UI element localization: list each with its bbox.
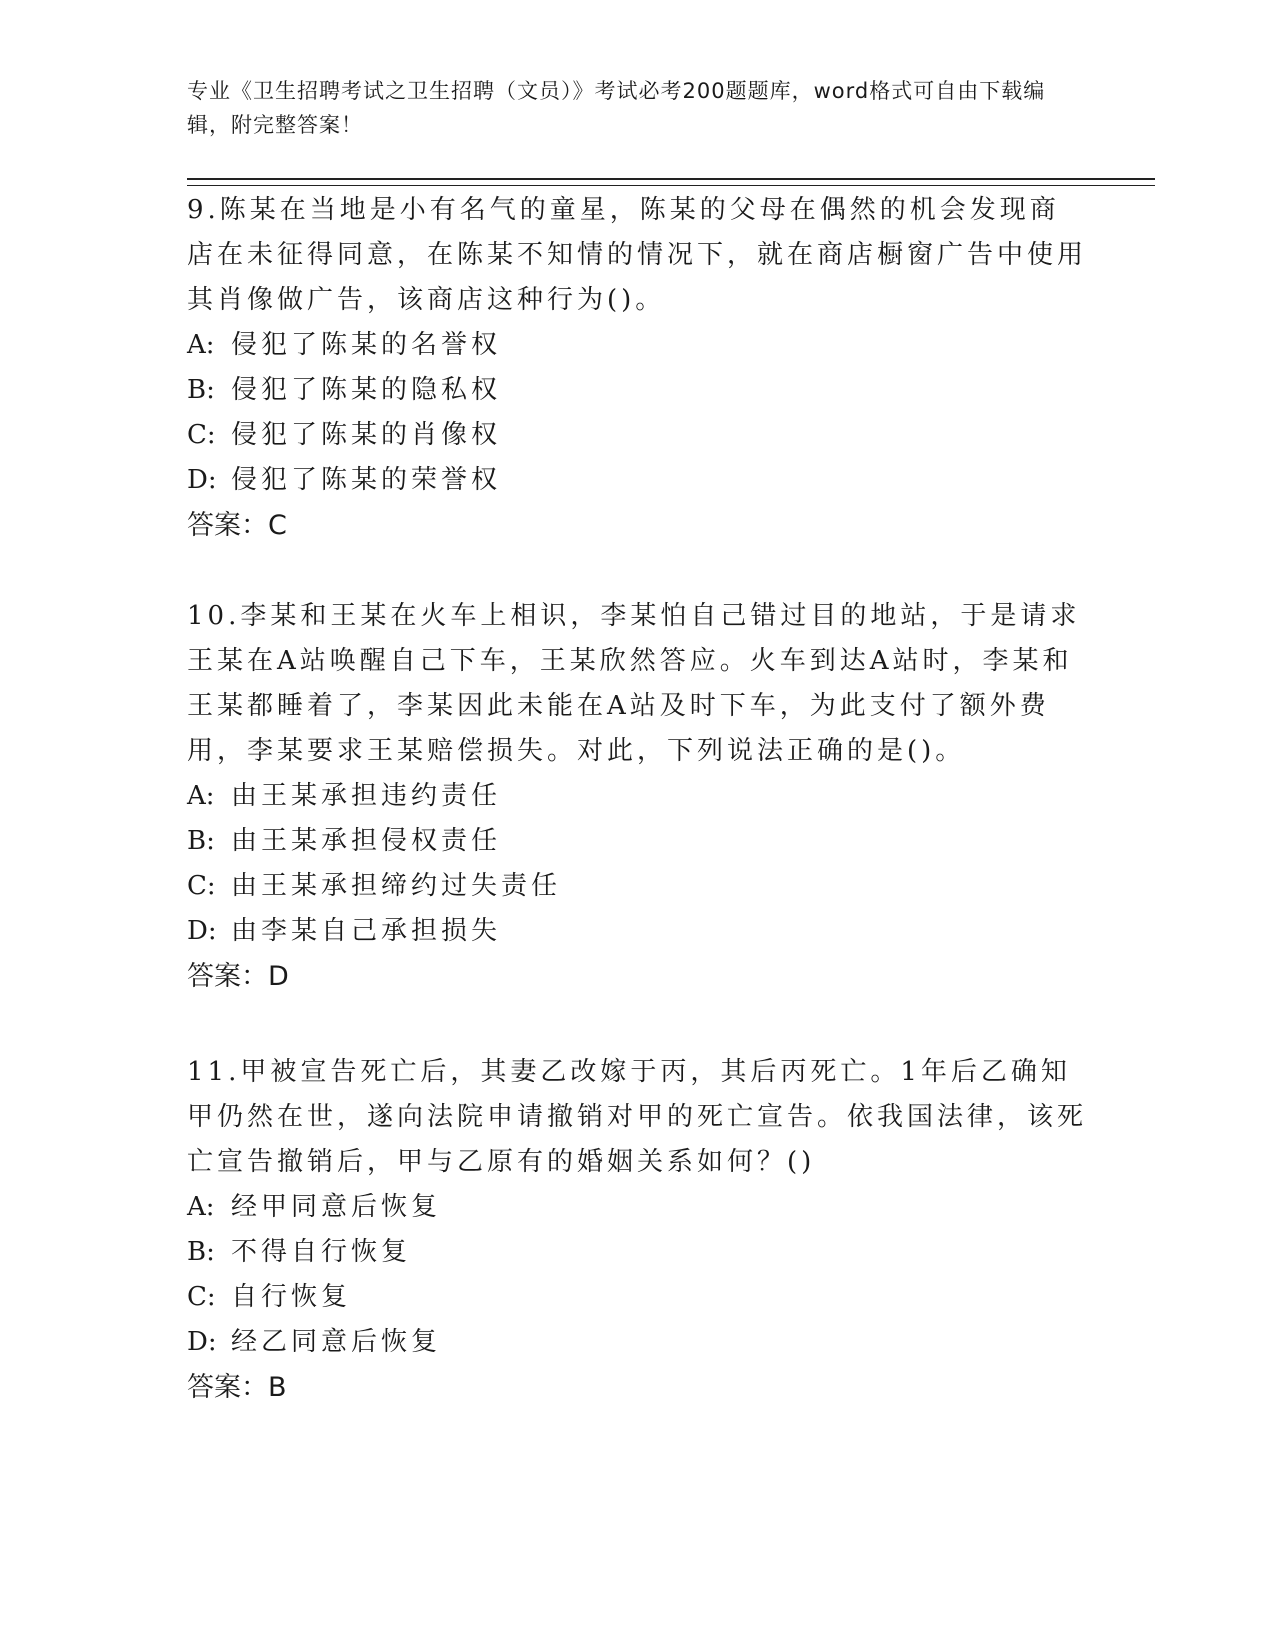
header-rule-thin: [187, 185, 1155, 186]
option-text: 侵犯了陈某的名誉权: [231, 330, 502, 360]
option-text: 由王某承担缔约过失责任: [231, 871, 562, 901]
option-text: 侵犯了陈某的肖像权: [231, 420, 502, 450]
question-stem: 11.甲被宣告死亡后，其妻乙改嫁于丙，其后丙死亡。1年后乙确知甲仍然在世，遂向法院申请撤销对甲的死亡宣告。依我国法律，该死亡宣告撤销后，甲与乙原有的婚姻关系如何？(): [187, 1057, 1088, 1177]
option-c: [187, 1275, 1087, 1320]
option-b: [187, 1230, 1087, 1275]
option-letter: A:: [187, 781, 215, 811]
option-text: 不得自行恢复: [231, 1237, 412, 1267]
question-9: [187, 188, 1087, 549]
answer: 答案：D: [187, 961, 289, 992]
option-text: 自行恢复: [231, 1282, 352, 1312]
option-c: [187, 864, 1087, 909]
option-text: 由李某自己承担损失: [231, 916, 502, 946]
option-text: 经甲同意后恢复: [231, 1192, 442, 1222]
option-text: 经乙同意后恢复: [231, 1327, 442, 1357]
question-stem: 9.陈某在当地是小有名气的童星，陈某的父母在偶然的机会发现商店在未征得同意，在陈某不知情的情况下，就在商店橱窗广告中使用其肖像做广告，该商店这种行为()。: [187, 195, 1088, 315]
option-letter: C:: [187, 1282, 216, 1312]
answer: 答案：B: [187, 1372, 287, 1403]
option-letter: B:: [187, 375, 215, 405]
option-b: [187, 368, 1087, 413]
option-text: 侵犯了陈某的荣誉权: [231, 465, 502, 495]
option-letter: B:: [187, 826, 215, 856]
option-letter: A:: [187, 330, 215, 360]
question-10: [187, 594, 1087, 1000]
option-a: [187, 323, 1087, 368]
document-header: 专业《卫生招聘考试之卫生招聘（文员）》考试必考200题题库，word格式可自由下载编辑，附完整答案！: [187, 79, 1046, 137]
option-a: [187, 1185, 1087, 1230]
option-letter: C:: [187, 871, 216, 901]
question-stem: 10.李某和王某在火车上相识，李某怕自己错过目的地站，于是请求王某在A站唤醒自己下车，王某欣然答应。火车到达A站时，李某和王某都睡着了，李某因此未能在A站及时下车，为此支付了额外费用，李某要求王某赔偿损失。对此，下列说法正确的是()。: [187, 601, 1081, 766]
option-d: [187, 458, 1087, 503]
question-11: [187, 1050, 1087, 1411]
answer: 答案：C: [187, 510, 287, 541]
option-text: 侵犯了陈某的隐私权: [231, 375, 502, 405]
option-letter: D:: [187, 465, 217, 495]
option-b: [187, 819, 1087, 864]
option-d: [187, 1320, 1087, 1365]
option-c: [187, 413, 1087, 458]
option-text: 由王某承担侵权责任: [231, 826, 502, 856]
option-letter: D:: [187, 916, 217, 946]
option-letter: A:: [187, 1192, 215, 1222]
option-letter: D:: [187, 1327, 217, 1357]
option-a: [187, 774, 1087, 819]
option-d: [187, 909, 1087, 954]
header-rule-thick: [187, 178, 1155, 180]
option-letter: C:: [187, 420, 216, 450]
option-letter: B:: [187, 1237, 215, 1267]
option-text: 由王某承担违约责任: [231, 781, 502, 811]
